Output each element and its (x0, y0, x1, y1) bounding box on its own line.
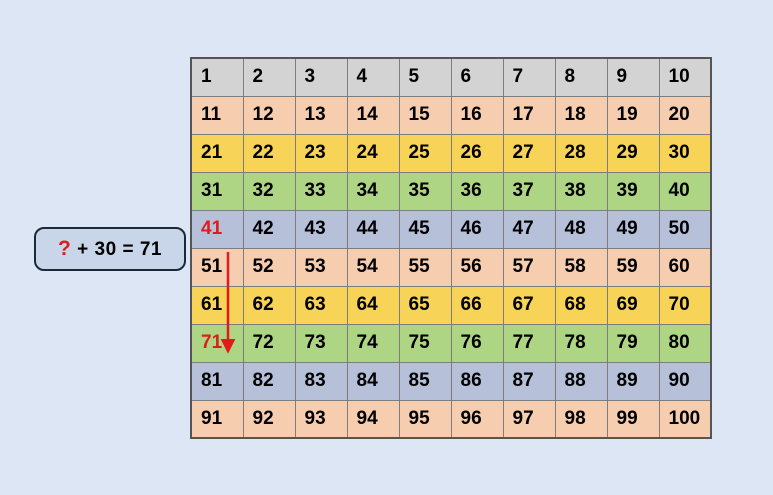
grid-cell-46[interactable]: 46 (451, 210, 503, 248)
grid-cell-54[interactable]: 54 (347, 248, 399, 286)
grid-cell-43[interactable]: 43 (295, 210, 347, 248)
grid-cell-67[interactable]: 67 (503, 286, 555, 324)
grid-cell-45[interactable]: 45 (399, 210, 451, 248)
grid-cell-23[interactable]: 23 (295, 134, 347, 172)
grid-cell-21[interactable]: 21 (191, 134, 243, 172)
grid-cell-84[interactable]: 84 (347, 362, 399, 400)
grid-cell-89[interactable]: 89 (607, 362, 659, 400)
grid-cell-5[interactable]: 5 (399, 58, 451, 96)
grid-cell-68[interactable]: 68 (555, 286, 607, 324)
grid-cell-87[interactable]: 87 (503, 362, 555, 400)
grid-cell-82[interactable]: 82 (243, 362, 295, 400)
grid-row (191, 400, 711, 438)
grid-cell-98[interactable]: 98 (555, 400, 607, 438)
grid-cell-96[interactable]: 96 (451, 400, 503, 438)
grid-cell-10[interactable]: 10 (659, 58, 711, 96)
grid-row (191, 96, 711, 134)
grid-cell-92[interactable]: 92 (243, 400, 295, 438)
grid-cell-20[interactable]: 20 (659, 96, 711, 134)
grid-cell-50[interactable]: 50 (659, 210, 711, 248)
grid-cell-52[interactable]: 52 (243, 248, 295, 286)
equation-remainder: + 30 = 71 (71, 239, 162, 260)
grid-cell-66[interactable]: 66 (451, 286, 503, 324)
grid-cell-80[interactable]: 80 (659, 324, 711, 362)
grid-cell-17[interactable]: 17 (503, 96, 555, 134)
grid-cell-95[interactable]: 95 (399, 400, 451, 438)
grid-cell-72[interactable]: 72 (243, 324, 295, 362)
grid-cell-49[interactable]: 49 (607, 210, 659, 248)
grid-cell-37[interactable]: 37 (503, 172, 555, 210)
grid-cell-51[interactable]: 51 (191, 248, 243, 286)
grid-cell-48[interactable]: 48 (555, 210, 607, 248)
grid-cell-25[interactable]: 25 (399, 134, 451, 172)
grid-cell-58[interactable]: 58 (555, 248, 607, 286)
grid-cell-60[interactable]: 60 (659, 248, 711, 286)
grid-cell-9[interactable]: 9 (607, 58, 659, 96)
grid-cell-75[interactable]: 75 (399, 324, 451, 362)
grid-cell-64[interactable]: 64 (347, 286, 399, 324)
grid-cell-39[interactable]: 39 (607, 172, 659, 210)
grid-cell-4[interactable]: 4 (347, 58, 399, 96)
grid-cell-100[interactable]: 100 (659, 400, 711, 438)
grid-row (191, 248, 711, 286)
grid-cell-19[interactable]: 19 (607, 96, 659, 134)
grid-row (191, 286, 711, 324)
grid-cell-99[interactable]: 99 (607, 400, 659, 438)
grid-cell-26[interactable]: 26 (451, 134, 503, 172)
grid-cell-91[interactable]: 91 (191, 400, 243, 438)
grid-cell-61[interactable]: 61 (191, 286, 243, 324)
grid-row (191, 324, 711, 362)
grid-cell-16[interactable]: 16 (451, 96, 503, 134)
grid-cell-83[interactable]: 83 (295, 362, 347, 400)
grid-cell-90[interactable]: 90 (659, 362, 711, 400)
grid-cell-73[interactable]: 73 (295, 324, 347, 362)
grid-cell-53[interactable]: 53 (295, 248, 347, 286)
grid-cell-6[interactable]: 6 (451, 58, 503, 96)
grid-row (191, 134, 711, 172)
grid-cell-34[interactable]: 34 (347, 172, 399, 210)
grid-cell-57[interactable]: 57 (503, 248, 555, 286)
grid-cell-3[interactable]: 3 (295, 58, 347, 96)
grid-cell-2[interactable]: 2 (243, 58, 295, 96)
grid-cell-35[interactable]: 35 (399, 172, 451, 210)
grid-cell-11[interactable]: 11 (191, 96, 243, 134)
grid-row (191, 58, 711, 96)
grid-cell-69[interactable]: 69 (607, 286, 659, 324)
grid-cell-24[interactable]: 24 (347, 134, 399, 172)
grid-cell-41[interactable]: 41 (191, 210, 243, 248)
unknown-symbol: ? (58, 237, 72, 260)
hundred-square-grid (190, 57, 712, 439)
grid-row (191, 210, 711, 248)
grid-body (191, 58, 711, 438)
grid-cell-31[interactable]: 31 (191, 172, 243, 210)
grid-cell-1[interactable]: 1 (191, 58, 243, 96)
grid-cell-38[interactable]: 38 (555, 172, 607, 210)
grid-cell-33[interactable]: 33 (295, 172, 347, 210)
grid-cell-62[interactable]: 62 (243, 286, 295, 324)
grid-cell-88[interactable]: 88 (555, 362, 607, 400)
grid-cell-56[interactable]: 56 (451, 248, 503, 286)
grid-cell-27[interactable]: 27 (503, 134, 555, 172)
grid-cell-28[interactable]: 28 (555, 134, 607, 172)
grid-cell-76[interactable]: 76 (451, 324, 503, 362)
grid-cell-29[interactable]: 29 (607, 134, 659, 172)
grid-cell-77[interactable]: 77 (503, 324, 555, 362)
grid-cell-8[interactable]: 8 (555, 58, 607, 96)
grid-cell-97[interactable]: 97 (503, 400, 555, 438)
grid-cell-81[interactable]: 81 (191, 362, 243, 400)
grid-row (191, 172, 711, 210)
grid-cell-63[interactable]: 63 (295, 286, 347, 324)
grid-cell-42[interactable]: 42 (243, 210, 295, 248)
equation-box (34, 227, 186, 271)
grid-cell-70[interactable]: 70 (659, 286, 711, 324)
grid-cell-14[interactable]: 14 (347, 96, 399, 134)
equation-text (58, 237, 162, 261)
grid-cell-93[interactable]: 93 (295, 400, 347, 438)
grid-cell-13[interactable]: 13 (295, 96, 347, 134)
grid-cell-18[interactable]: 18 (555, 96, 607, 134)
grid-cell-7[interactable]: 7 (503, 58, 555, 96)
grid-cell-32[interactable]: 32 (243, 172, 295, 210)
grid-cell-44[interactable]: 44 (347, 210, 399, 248)
grid-cell-79[interactable]: 79 (607, 324, 659, 362)
grid-cell-59[interactable]: 59 (607, 248, 659, 286)
grid-cell-65[interactable]: 65 (399, 286, 451, 324)
grid-cell-47[interactable]: 47 (503, 210, 555, 248)
grid-cell-74[interactable]: 74 (347, 324, 399, 362)
grid-cell-40[interactable]: 40 (659, 172, 711, 210)
grid-cell-85[interactable]: 85 (399, 362, 451, 400)
grid-cell-36[interactable]: 36 (451, 172, 503, 210)
grid-cell-71[interactable]: 71 (191, 324, 243, 362)
grid-cell-94[interactable]: 94 (347, 400, 399, 438)
grid-row (191, 362, 711, 400)
grid-cell-55[interactable]: 55 (399, 248, 451, 286)
grid-cell-30[interactable]: 30 (659, 134, 711, 172)
grid-cell-15[interactable]: 15 (399, 96, 451, 134)
grid-cell-22[interactable]: 22 (243, 134, 295, 172)
grid-cell-78[interactable]: 78 (555, 324, 607, 362)
grid-cell-86[interactable]: 86 (451, 362, 503, 400)
grid-cell-12[interactable]: 12 (243, 96, 295, 134)
